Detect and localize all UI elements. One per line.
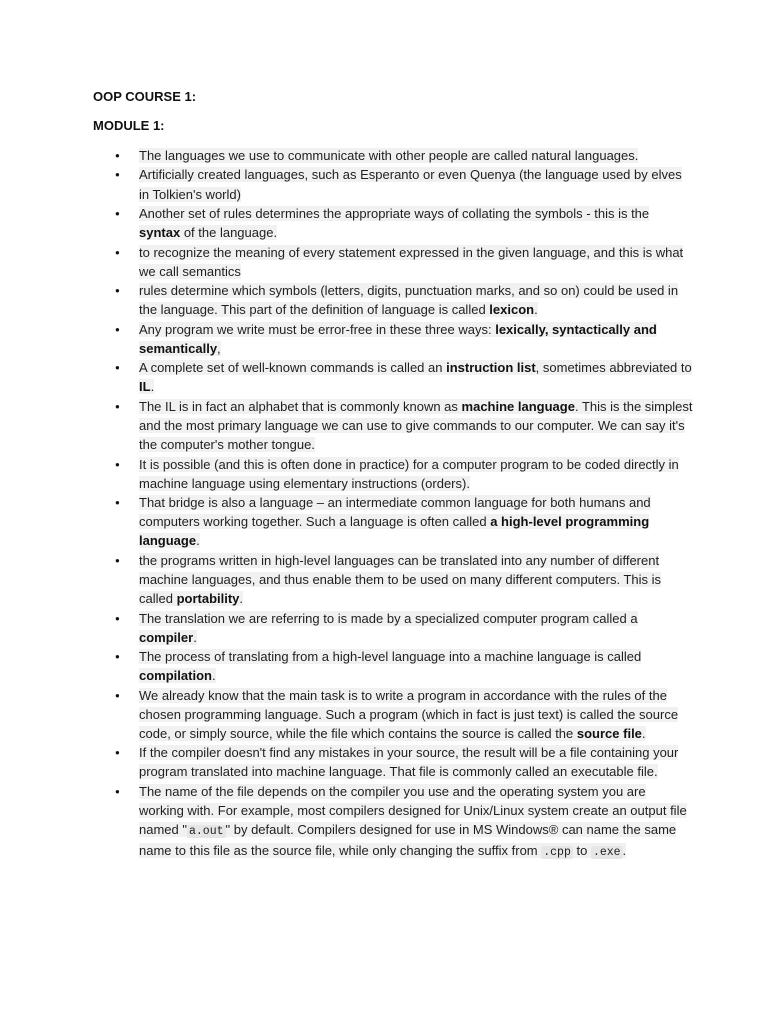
- text-segment: We already know that the main task is to write a program in accordance with the rules of the chosen programming language. Such a program (which in fact is just text) is called the source code, or simply source, while the file which contains the source is called the: [139, 687, 679, 741]
- bold-term: a high-level programming language: [139, 514, 650, 549]
- list-item-text: [139, 688, 678, 741]
- text-segment: .: [196, 533, 200, 549]
- text-segment: .: [211, 668, 216, 684]
- list-item-text: [139, 148, 638, 163]
- text-segment: .: [150, 379, 155, 395]
- list-item-text: [139, 245, 683, 279]
- text-segment: The translation we are referring to is made by a specialized computer program called a: [139, 610, 638, 626]
- list-item-text: [139, 283, 678, 317]
- module-heading: MODULE 1:: [93, 118, 165, 133]
- text-segment: That bridge is also a language – an intermediate common language for both humans and computers working together. Such a language is often called: [139, 495, 651, 530]
- bold-term: portability: [176, 591, 240, 607]
- list-item: [93, 647, 693, 685]
- text-segment: rules determine which symbols (letters, digits, punctuation marks, and so on) could be used in the language. This part of the definition of language is called: [139, 283, 679, 318]
- list-item: [93, 320, 693, 358]
- list-item-text: [139, 399, 692, 452]
- list-item-text: [139, 495, 651, 548]
- text-segment: the programs written in high-level languages can be translated into any number of different machine languages, and thus enable them to be used on many different computers. This is called: [139, 552, 662, 607]
- code-snippet: a.out: [188, 825, 224, 839]
- list-item: [93, 551, 693, 608]
- list-item: [93, 146, 693, 165]
- text-segment: It is possible (and this is often done in practice) for a computer program to be coded directly in machine language using elementary instructions (orders).: [139, 456, 679, 491]
- list-item-text: [139, 322, 657, 356]
- list-item: [93, 455, 693, 493]
- bold-term: lexicon: [489, 302, 535, 318]
- text-segment: The IL is in fact an alphabet that is commonly known as: [139, 398, 462, 414]
- list-item-text: [139, 457, 679, 491]
- text-segment: The name of the file depends on the compiler you use and the operating system you are working with. For example, most compilers designed for Unix/Linux system create an output file named ": [139, 783, 687, 838]
- text-segment: Artificially created languages, such as Esperanto or even Quenya (the language used by elves in Tolkien's world): [139, 167, 682, 202]
- list-item: [93, 281, 693, 319]
- list-item: [93, 493, 693, 550]
- list-item: [93, 782, 693, 862]
- text-segment: , sometimes abbreviated to: [535, 360, 692, 376]
- list-item: [93, 686, 693, 743]
- list-item: [93, 243, 693, 281]
- list-item: [93, 397, 693, 454]
- list-item-text: [139, 649, 641, 683]
- list-item-text: [139, 206, 649, 240]
- list-item: [93, 165, 693, 203]
- bold-term: IL: [139, 379, 151, 395]
- bold-term: instruction list: [446, 360, 536, 376]
- text-segment: .: [622, 843, 627, 859]
- list-item: [93, 609, 693, 647]
- text-segment: .: [193, 629, 197, 645]
- code-snippet: .exe: [592, 846, 621, 860]
- bold-term: syntax: [139, 225, 181, 241]
- text-segment: Any program we write must be error-free in these three ways:: [139, 321, 496, 337]
- text-segment: The languages we use to communicate with other people are called natural languages.: [139, 148, 639, 163]
- bold-term: compilation: [139, 668, 212, 684]
- text-segment: .: [534, 302, 538, 318]
- text-segment: " by default. Compilers designed for use in MS Windows® can name the same name to this file as the source file, while only changing the suffix from: [139, 822, 677, 859]
- text-segment: . This is the simplest and the most primary language we can use to give commands to our computer. We can say it's the computer's mother tongue.: [139, 398, 693, 453]
- list-item-text: [139, 360, 692, 394]
- text-segment: to recognize the meaning of every statement expressed in the given language, and this is what we call semantics: [139, 244, 684, 279]
- text-segment: to: [572, 843, 591, 859]
- document-title: OOP COURSE 1:: [93, 89, 197, 104]
- text-segment: ,: [217, 340, 221, 356]
- list-item: [93, 358, 693, 396]
- list-item: [93, 743, 693, 781]
- text-segment: The process of translating from a high-level language into a machine language is called: [139, 649, 642, 665]
- text-segment: A complete set of well-known commands is called an: [139, 360, 447, 376]
- text-segment: .: [239, 591, 244, 607]
- list-item-text: [139, 745, 678, 779]
- text-segment: If the compiler doesn't find any mistakes in your source, the result will be a file containing your program translated into machine language. That file is commonly called an executable file.: [139, 745, 679, 780]
- list-item-text: [139, 167, 682, 201]
- text-segment: .: [641, 725, 646, 741]
- list-item-text: [139, 611, 638, 645]
- code-snippet: .cpp: [543, 846, 571, 860]
- list-item-text: [139, 784, 687, 858]
- text-segment: of the language.: [180, 225, 278, 241]
- bold-term: source file: [576, 725, 642, 741]
- bold-term: lexically, syntactically and semantically: [139, 321, 657, 356]
- list-item-text: [139, 553, 661, 606]
- text-segment: Another set of rules determines the appropriate ways of collating the symbols - this is the: [139, 206, 650, 222]
- list-item: [93, 204, 693, 242]
- bold-term: compiler: [139, 629, 194, 645]
- bullet-list: [93, 146, 693, 863]
- bold-term: machine language: [461, 398, 575, 414]
